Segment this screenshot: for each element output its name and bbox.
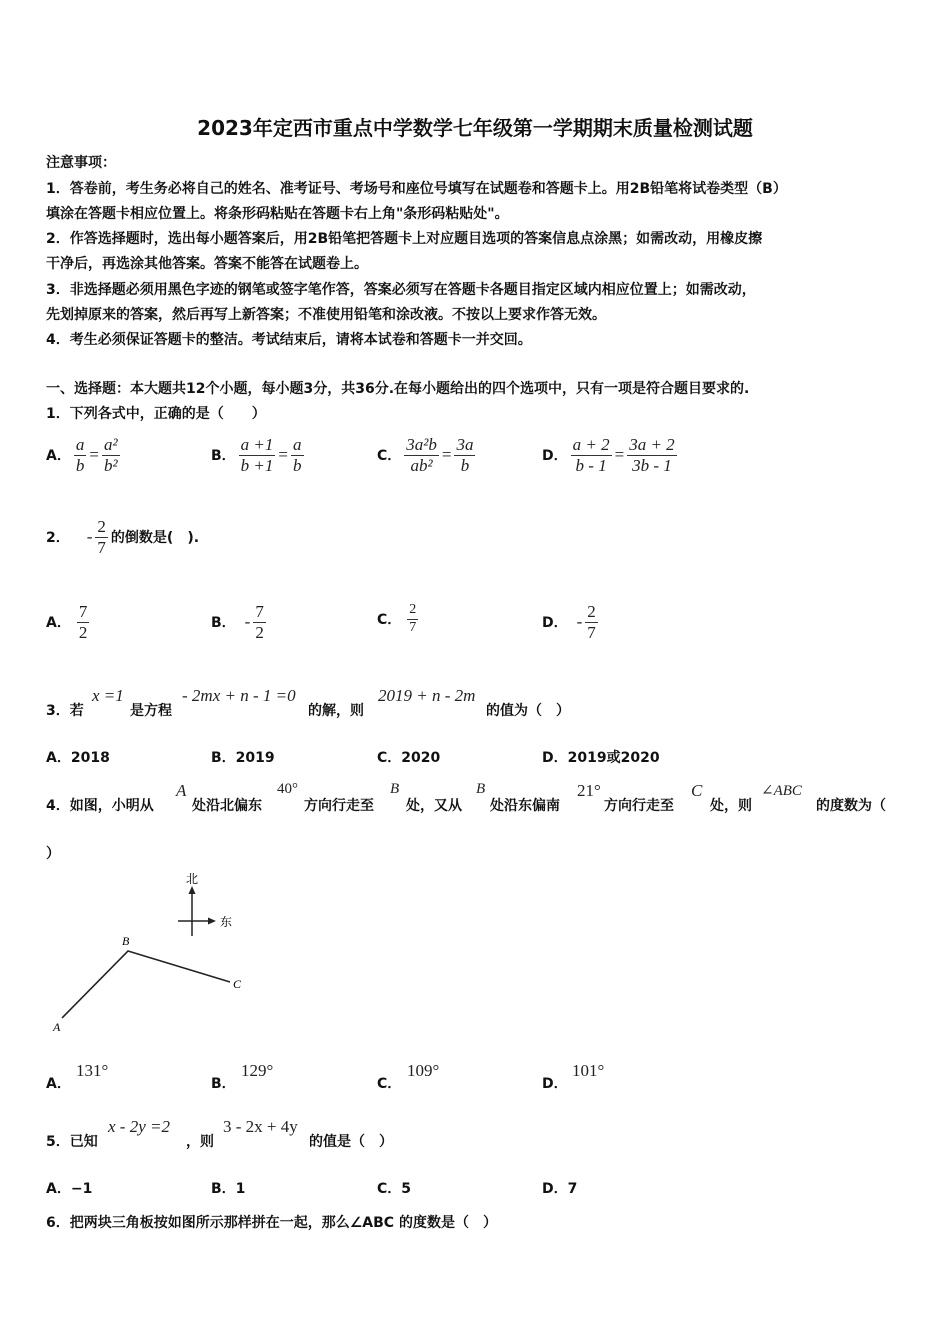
q4-option-d[interactable]: 101°: [572, 1061, 605, 1080]
option-label: B．: [211, 448, 236, 465]
option-label: A．: [46, 615, 71, 632]
frac-den: b +1: [240, 455, 274, 475]
option-label: D．: [542, 615, 568, 632]
q5-option-c[interactable]: C．5: [377, 1181, 412, 1197]
q4-option-c[interactable]: 109°: [407, 1061, 440, 1080]
frac-num: a²: [103, 435, 118, 454]
option-label: A．: [46, 448, 71, 465]
frac-num: 3a: [456, 435, 474, 454]
path-abc: [62, 951, 230, 1018]
q4-figure: [40, 870, 250, 1040]
notice-line: 先划掉原来的答案，然后再写上新答案；不准使用铅笔和涂改液。不按以上要求作答无效。: [46, 307, 606, 323]
frac-num: a: [75, 435, 85, 454]
option-label: C．: [377, 448, 402, 465]
east-arrow-icon: [208, 918, 216, 925]
north-arrow-icon: [189, 886, 196, 894]
q4-option-b[interactable]: 129°: [241, 1061, 274, 1080]
question-4-close: ）: [46, 846, 60, 862]
q1-option-b[interactable]: B． $\frac{a +1}{b +1}$ = $\frac{a}{b}$: [211, 435, 302, 475]
q2-option-d[interactable]: D． - $\frac{2}{7}$: [542, 602, 596, 642]
q3-option-a[interactable]: A．2018: [46, 750, 110, 766]
notice-line: 填涂在答题卡相应位置上。将条形码粘贴在答题卡右上角"条形码粘贴处"。: [46, 206, 509, 222]
q1-option-a[interactable]: A． $\frac{a}{b}$ = $\frac{\text{a²}}{\text{b²}}$: [46, 435, 118, 475]
q5-option-d[interactable]: D．7: [542, 1181, 578, 1197]
question-2-stem: 2． - $\frac{2}{7}$ 的倒数是( ).: [46, 517, 200, 557]
frac-num: a: [293, 435, 302, 454]
notice-line: 干净后，再选涂其他答案。答案不能答在试题卷上。: [46, 256, 368, 272]
frac-den: b - 1: [575, 455, 607, 475]
frac-den: 3b - 1: [632, 455, 672, 475]
frac-num: a +1: [240, 435, 274, 454]
notice-line: 3．非选择题必须用黑色字迹的钢笔或签字笔作答，答案必须写在答题卡各题目指定区域内相应位置上；如需改动，: [46, 282, 756, 298]
point-c-label: C: [233, 977, 242, 991]
frac-num: a + 2: [572, 435, 610, 454]
frac-den: ab²: [410, 455, 433, 475]
option-label: B．: [211, 615, 236, 632]
q3-option-c[interactable]: C．2020: [377, 750, 441, 766]
q5-option-b[interactable]: B．1: [211, 1181, 246, 1197]
question-1-stem: 1．下列各式中，正确的是（ ）: [46, 406, 266, 422]
frac-den: b: [460, 455, 470, 475]
east-label: 东: [220, 915, 233, 929]
q3-option-d[interactable]: D．2019或2020: [542, 750, 660, 766]
page-title: 2023年定西市重点中学数学七年级第一学期期末质量检测试题: [197, 116, 753, 140]
notice-line: 2．作答选择题时，选出每小题答案后，用2B铅笔把答题卡上对应题目选项的答案信息点涂黑；如需改动，用橡皮擦: [46, 231, 763, 247]
frac-den: b: [75, 455, 85, 475]
option-label: D．: [542, 448, 568, 465]
q3-option-b[interactable]: B．2019: [211, 750, 275, 766]
point-a-label: A: [53, 1020, 61, 1034]
frac-den: b: [293, 455, 302, 475]
point-b-label: B: [122, 934, 130, 948]
q4-option-a[interactable]: 131°: [76, 1061, 109, 1080]
frac-num: 3a + 2: [629, 435, 675, 454]
frac-den: b²: [103, 455, 118, 475]
question-6-stem: 6．把两块三角板按如图所示那样拼在一起，那么∠ABC 的度数是（ ）: [46, 1215, 497, 1231]
option-label: C．: [377, 612, 402, 629]
q1-option-d[interactable]: D． $\frac{a + 2}{b - 1}$ = $\frac{3a + 2}{3b - 1}$: [542, 435, 675, 475]
q1-option-c[interactable]: C． $\frac{\text{3a²b}}{\text{ab²}}$ = $\frac{3a}{b}$: [377, 435, 474, 475]
q2-option-b[interactable]: B． - $\frac{7}{2}$: [211, 602, 264, 642]
notice-line: 1．答卷前，考生务必将自己的姓名、准考证号、考场号和座位号填写在试题卷和答题卡上。用2B铅笔将试卷类型（B）: [46, 181, 787, 197]
notice-heading: 注意事项：: [46, 155, 116, 171]
q5-option-a[interactable]: A．−1: [46, 1181, 93, 1197]
section-heading: 一、选择题：本大题共12个小题，每小题3分，共36分.在每小题给出的四个选项中，只有一项是符合题目要求的.: [46, 381, 750, 397]
frac-num: 3a²b: [406, 435, 437, 454]
q4-options: A． 131° B． 129° C． 109° D． 101°: [46, 1061, 605, 1092]
q2-option-a[interactable]: A． $\frac{7}{2}$: [46, 602, 88, 642]
north-label: 北: [186, 872, 199, 886]
q2-option-c[interactable]: C． $\frac{2}{7}$: [377, 602, 417, 635]
notice-line: 4．考生必须保证答题卡的整洁。考试结束后，请将本试卷和答题卡一并交回。: [46, 332, 532, 348]
